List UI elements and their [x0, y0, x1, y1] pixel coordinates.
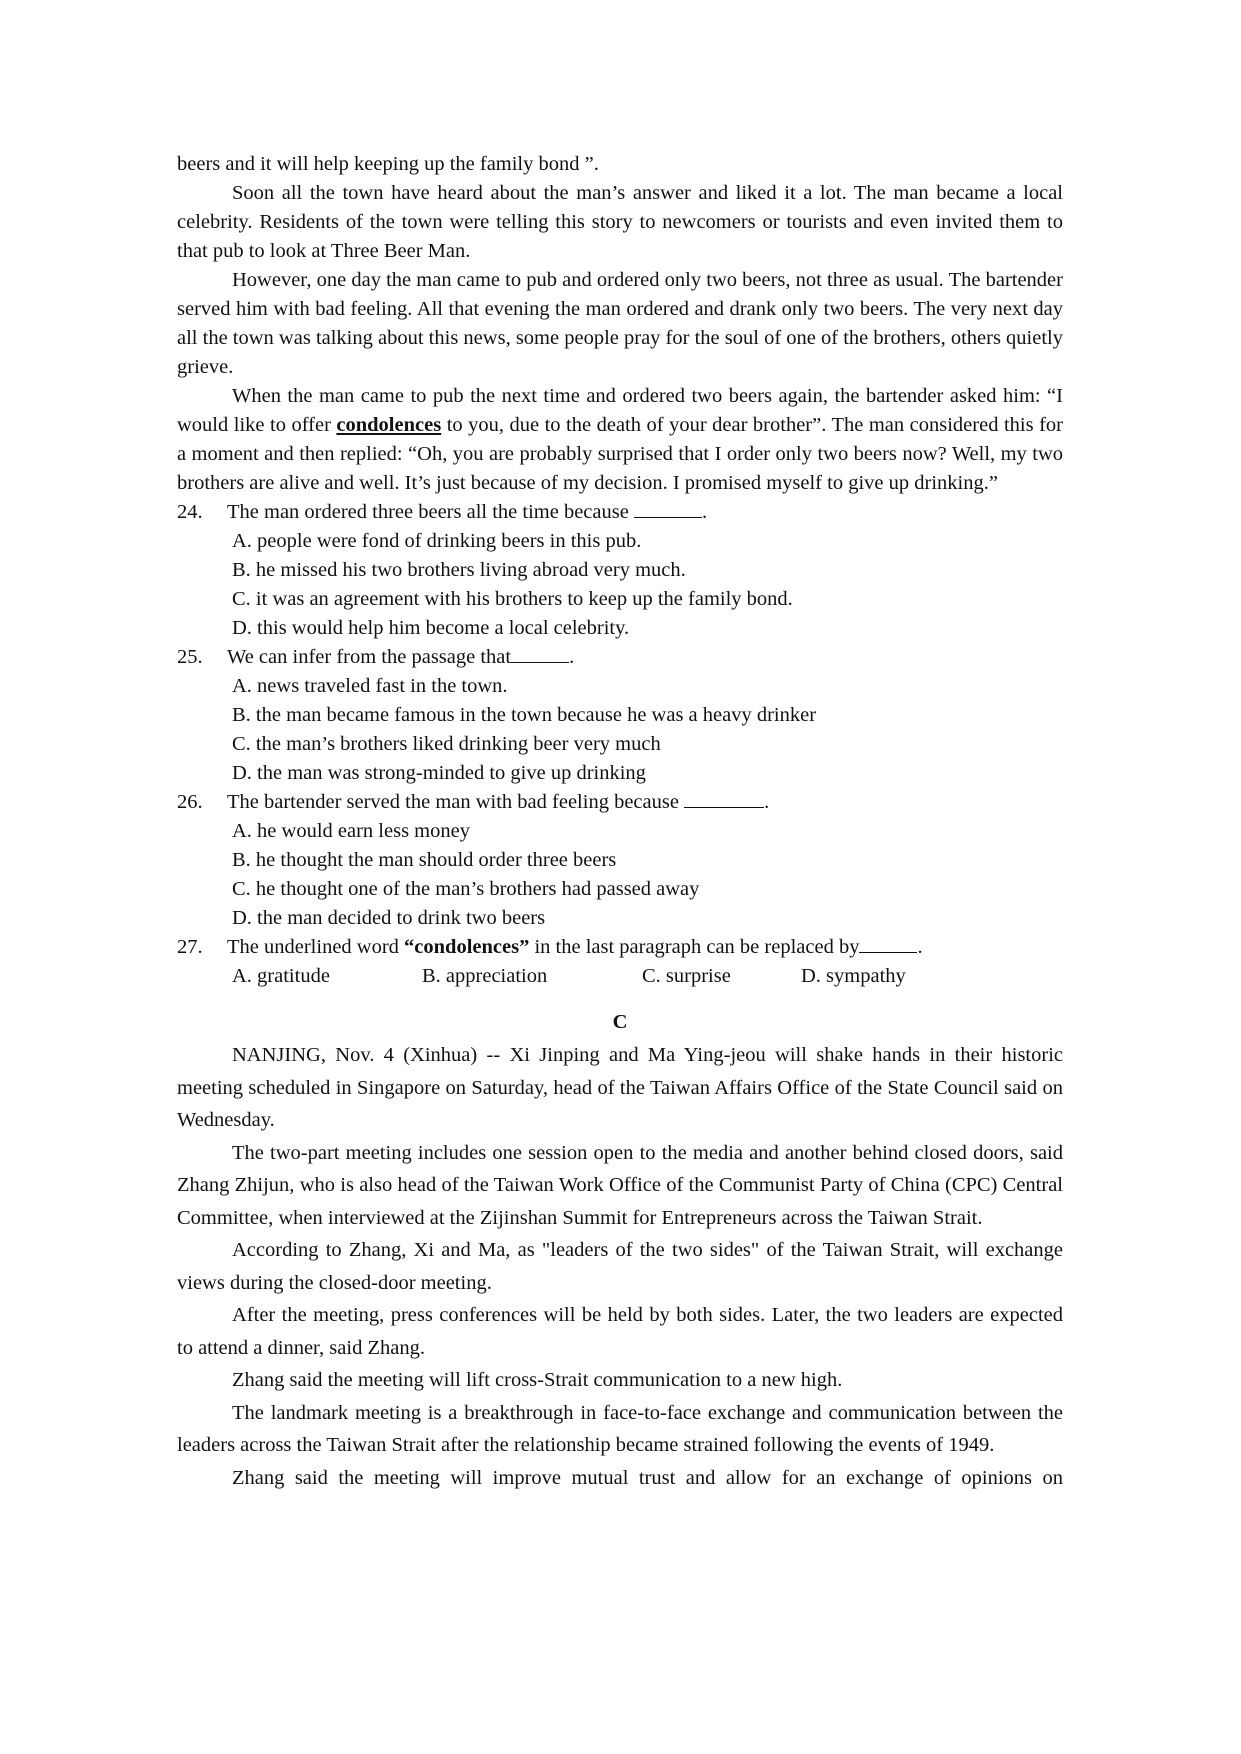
answer-blank [511, 644, 569, 663]
option-a: A. he would earn less money [232, 820, 470, 842]
answer-blank [859, 934, 917, 953]
question-26 [177, 788, 1063, 817]
question-number: 26. [177, 791, 203, 813]
option-c: C. the man’s brothers liked drinking beer very much [232, 733, 661, 755]
option-c: C. surprise [642, 965, 731, 987]
section-heading: C [612, 1011, 628, 1033]
option-a: A. people were fond of drinking beers in this pub. [232, 530, 642, 552]
question-stem: The man ordered three beers all the time because . [227, 501, 708, 523]
passage-c [177, 1007, 1063, 1494]
question-24 [177, 498, 1063, 527]
question-27 [177, 933, 1063, 962]
answer-blank [634, 499, 702, 518]
option-a: A. news traveled fast in the town. [232, 675, 508, 697]
document-page [177, 150, 1063, 1494]
option-b: B. appreciation [422, 965, 548, 987]
question-stem: The bartender served the man with bad feeling because . [227, 791, 770, 813]
option-b: B. he thought the man should order three beers [232, 849, 617, 871]
options-row [177, 962, 1063, 991]
passage-b-paragraph-2: Soon all the town have heard about the man’s answer and liked it a lot. The man became a local celebrity. Residents of the town were telling this story to newcomers or tourists and even invited them to that pub to look at Three Beer Man. [177, 182, 1063, 262]
question-number: 27. [177, 936, 203, 958]
option-d: D. the man was strong-minded to give up drinking [232, 762, 646, 784]
option-d: D. sympathy [801, 965, 906, 987]
passage-b-paragraph-1: beers and it will help keeping up the family bond ”. [177, 153, 599, 175]
passage-c-paragraph-1: NANJING, Nov. 4 (Xinhua) -- Xi Jinping and Ma Ying-jeou will shake hands in their historic meeting scheduled in Singapore on Saturday, head of the Taiwan Affairs Office of the State Council said on Wednesday. [177, 1044, 1063, 1131]
question-stem: We can infer from the passage that . [227, 646, 575, 668]
passage-c-paragraph-7: Zhang said the meeting will improve mutual trust and allow for an exchange of opinions on [232, 1466, 1063, 1489]
passage-b-paragraph-3: However, one day the man came to pub and ordered only two beers, not three as usual. The bartender served him with bad feeling. All that evening the man ordered and drank only two beers. The very next day all the town was talking about this news, some people pray for the soul of one of the brothers, others quietly grieve. [177, 269, 1063, 378]
underlined-word-condolences: condolences [336, 414, 442, 436]
question-25 [177, 643, 1063, 672]
option-d: D. this would help him become a local celebrity. [232, 617, 630, 639]
option-b: B. the man became famous in the town because he was a heavy drinker [232, 704, 817, 726]
passage-c-paragraph-2: The two-part meeting includes one session open to the media and another behind closed doors, said Zhang Zhijun, who is also head of the Taiwan Work Office of the Communist Party of China (CPC) Central Committee, when interviewed at the Zijinshan Summit for Entrepreneurs across the Taiwan Strait. [177, 1141, 1063, 1229]
paragraph-4-text-after: to you, due to the death of your dear brother”. The man considered this for a moment and then replied: “Oh, you are probably surprised that I order only two beers now? Well, my two brothers are alive and well. It’s just because of my decision. I promised myself to give up drinking.” [177, 414, 1063, 494]
question-number: 25. [177, 646, 203, 668]
question-stem: The underlined word “condolences” in the last paragraph can be replaced by . [227, 936, 923, 958]
option-b: B. he missed his two brothers living abroad very much. [232, 559, 686, 581]
option-d: D. the man decided to drink two beers [232, 907, 546, 929]
paragraph-4-text-before: When the man came to pub the next time and ordered two beers again, the bartender asked him: “I would like to offer [177, 385, 1063, 436]
option-c: C. it was an agreement with his brothers to keep up the family bond. [232, 588, 793, 610]
passage-c-paragraph-6: The landmark meeting is a breakthrough in face-to-face exchange and communication between the leaders across the Taiwan Strait after the relationship became strained following the events of 1949. [177, 1401, 1063, 1456]
answer-blank [684, 789, 764, 808]
passage-c-paragraph-4: After the meeting, press conferences will be held by both sides. Later, the two leaders are expected to attend a dinner, said Zhang. [177, 1304, 1063, 1359]
option-c: C. he thought one of the man’s brothers had passed away [232, 878, 700, 900]
passage-b-paragraph-4 [177, 382, 1063, 498]
question-number: 24. [177, 501, 203, 523]
passage-c-paragraph-5: Zhang said the meeting will lift cross-Strait communication to a new high. [232, 1369, 843, 1391]
option-a: A. gratitude [232, 965, 330, 987]
passage-c-paragraph-3: According to Zhang, Xi and Ma, as "leaders of the two sides" of the Taiwan Strait, will exchange views during the closed-door meeting. [177, 1239, 1063, 1294]
